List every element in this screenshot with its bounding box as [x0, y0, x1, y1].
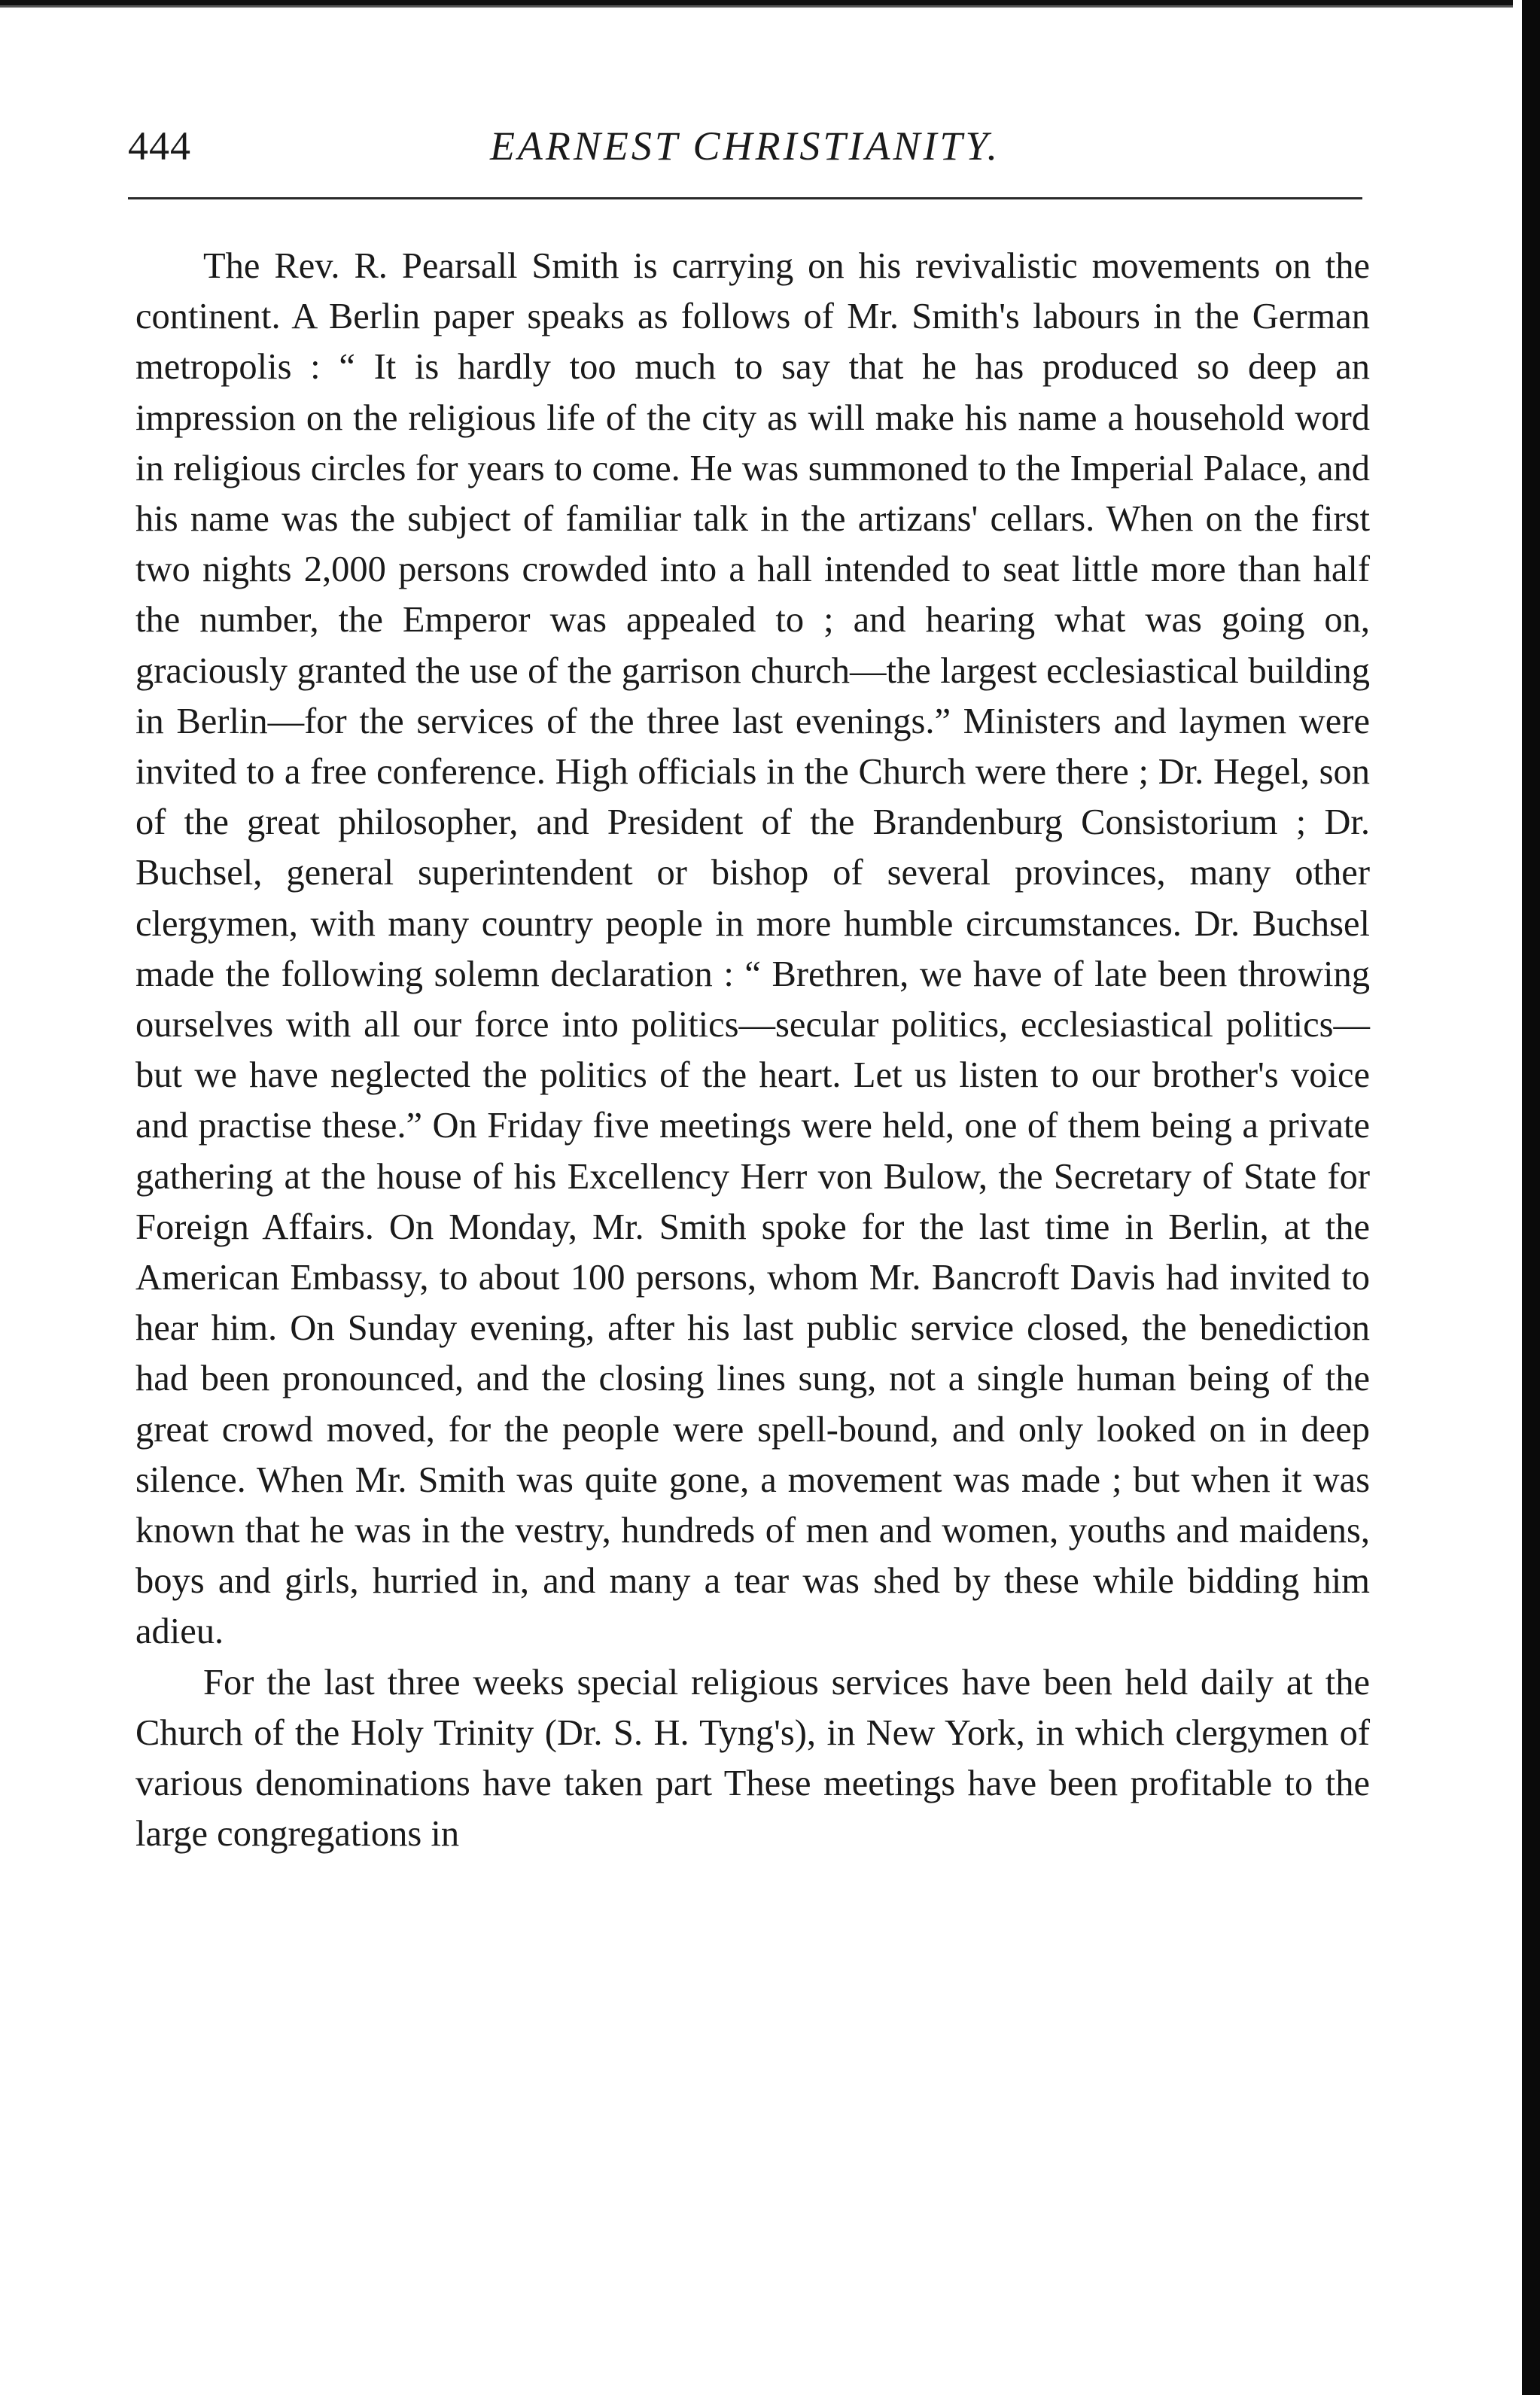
top-page-border: [0, 0, 1513, 11]
right-page-border: [1517, 0, 1540, 2395]
page-header: [128, 117, 1362, 177]
header-rule: [128, 197, 1362, 199]
running-title: EARNEST CHRISTIANITY.: [489, 123, 1001, 169]
page-number: 444: [128, 123, 191, 169]
paragraph: For the last three weeks special religious services have been held daily at the Church of the Holy Trinity (Dr. S. H. Tyng's), in New York, in which clergymen of various denominations have taken part These meetings have been profitable to the large congregations in: [135, 1662, 1370, 1855]
body-text: [135, 241, 1370, 1860]
paragraph: The Rev. R. Pearsall Smith is carrying on his revivalistic movements on the continent. A Berlin paper speaks as follows of Mr. Smith's labours in the German metropolis : “ It is hardly too much to say that he has produced so deep an impression on the religious life of the city as will make his name a household word in religious circles for years to come. He was summoned to the Imperial Palace, and his name was the subject of familiar talk in the artizans' cellars. When on the first two nights 2,000 persons crowded into a hall intended to seat little more than half the number, the Emperor was appealed to ; and hearing what was going on, graciously granted the use of the garrison church—the largest ecclesiastical building in Berlin—for the services of the three last evenings.” Ministers and laymen were invited to a free conference. High officials in the Church were there ; Dr. Hegel, son of the great philosopher, and President of the Brandenburg Consistorium ; Dr. Buchsel, general superintendent or bishop of several provinces, many other clergymen, with many country people in more humble circumstances. Dr. Buchsel made the following solemn declaration : “ Brethren, we have of late been throwing ourselves with all our force into politics—secular politics, ecclesiastical politics—but we have neglected the politics of the heart. Let us listen to our brother's voice and practise these.” On Friday five meetings were held, one of them being a private gathering at the house of his Excellency Herr von Bulow, the Secretary of State for Foreign Affairs. On Monday, Mr. Smith spoke for the last time in Berlin, at the American Embassy, to about 100 persons, whom Mr. Bancroft Davis had invited to hear him. On Sunday evening, after his last public service closed, the benediction had been pronounced, and the closing lines sung, not a single human being of the great crowd moved, for the people were spell-bound, and only looked on in deep silence. When Mr. Smith was quite gone, a movement was made ; but when it was known that he was in the vestry, hundreds of men and women, youths and maidens, boys and girls, hurried in, and many a tear was shed by these while bidding him adieu.: [135, 246, 1370, 1652]
